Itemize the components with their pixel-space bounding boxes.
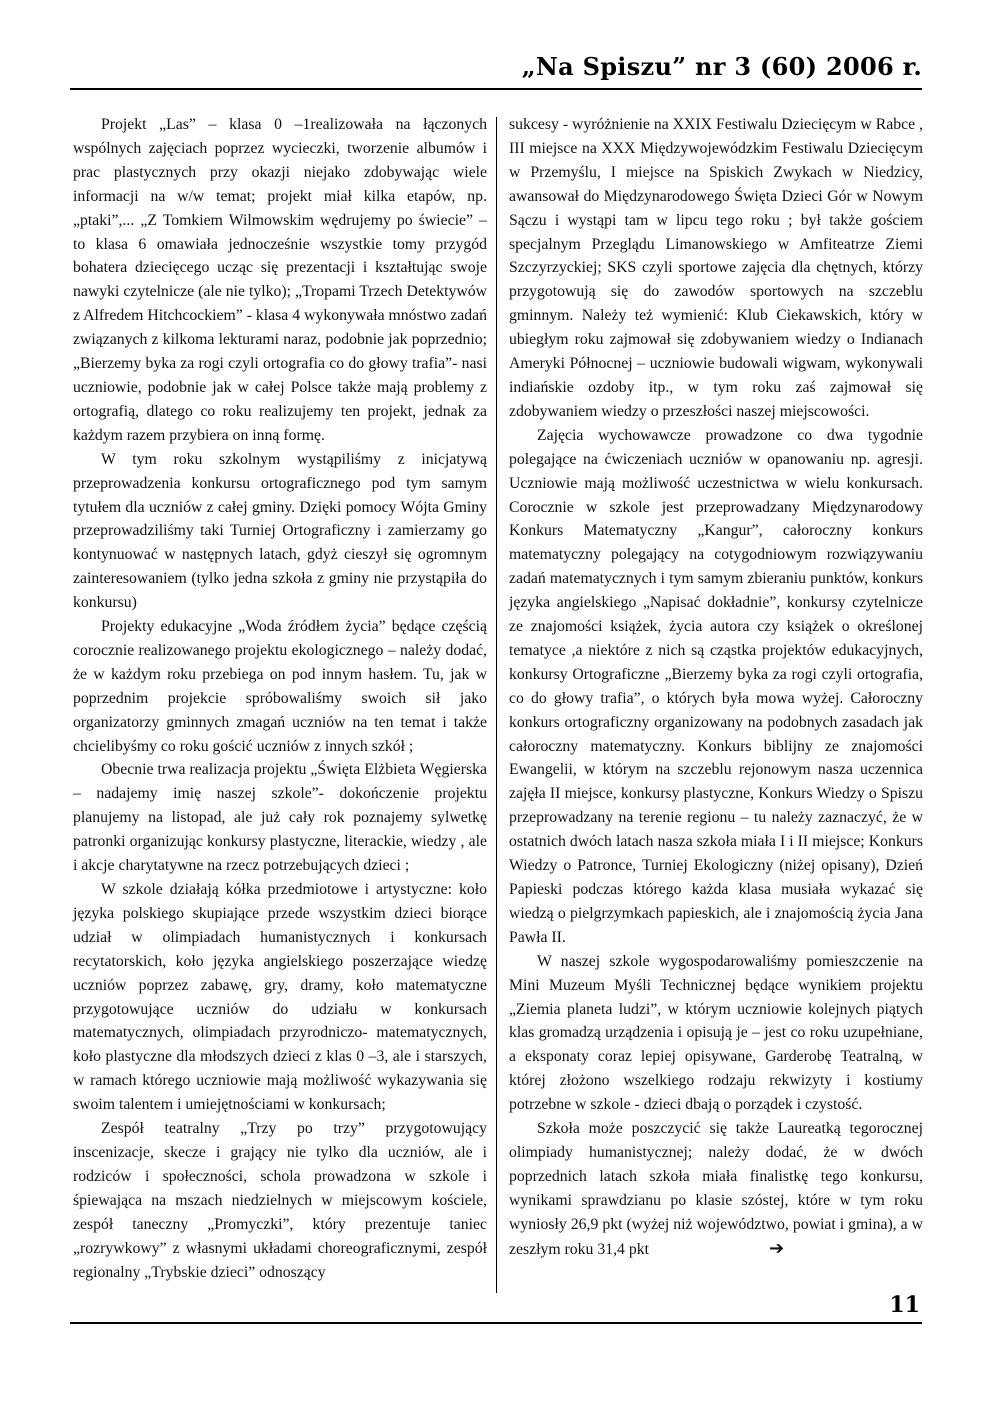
left-column [73, 113, 487, 1284]
right-column [509, 113, 923, 1262]
footer-rule [70, 1322, 922, 1324]
paragraph-continuation: sukcesy - wyróżnienie na XXIX Festiwalu Dziecięcym w Rabce , III miejsce na XXX Międzywojewódzkim Festiwalu Dziecięcym w Przemyślu, I miejsce na Spiskich Zwykach w Niedzicy, awansował do Międzynarodowego Święta Dzieci Gór w Nowym Sączu i wystąpi tam w lipcu tego roku ; był także gościem specjalnym Przeglądu Limanowskiego w Amfiteatrze Ziemi Szczyrzyckiej; SKS czyli sportowe zajęcia dla chętnych, którzy przygotowują się do zawodów sportowych na szczeblu gminnym. Należy też wymienić: Klub Ciekawskich, który w ubiegłym roku zajmował się zdobywaniem wiedzy o Indianach Ameryki Północnej – uczniowie budowali wigwam, wykonywali indiańskie ozdoby itp., w tym roku zaś zajmował się zdobywaniem wiedzy o przeszłości naszej miejscowości. [509, 116, 923, 420]
paragraph: W szkole działają kółka przedmiotowe i artystyczne: koło języka polskiego skupiające przede wszystkim dzieci biorące udział w olimpiadach humanistycznych i konkursach recytatorskich, koło języka angielskiego poszerzające wiedzę uczniów poprzez zabawę, gry, dramy, koło matematyczne przygotowujące uczniów do udziału w konkursach matematycznych, olimpiadach przyrodniczo- matematycznych, koło plastyczne dla młodszych dzieci z klas 0 –3, ale i starszych, w ramach którego uczniowie mają możliwość wykazywania się swoim talentem i umiejętnościami w konkursach; [73, 881, 487, 1114]
column-divider [496, 117, 497, 1293]
paragraph: Obecnie trwa realizacja projektu „Święta Elżbieta Węgierska – nadajemy imię naszej szkole”- dokończenie projektu planujemy na listopad, ale już cały rok poznajemy sylwetkę patronki organizując konkursy plastyczne, literackie, wiedzy , ale i akcje charytatywne na rzecz potrzebujących dzieci ; [73, 761, 487, 875]
paragraph-last [509, 1117, 923, 1261]
paragraph: W naszej szkole wygospodarowaliśmy pomieszczenie na Mini Muzeum Myśli Technicznej będące wynikiem projektu „Ziemia planeta ludzi”, w którym uczniowie kolejnych piątych klas gromadzą urządzenia i opisują je – jest co roku uzupełniane, a eksponaty coraz lepiej opisywane, Garderobę Teatralną, w której złożono wszelkiego rodzaju rekwizyty i kostiumy potrzebne w szkole - dzieci dbają o porządek i czystość. [509, 952, 923, 1114]
paragraph: Zespół teatralny „Trzy po trzy” przygotowujący inscenizacje, skecze i grający nie tylko dla uczniów, ale i rodziców i społeczności, schola prowadzona w szkole i śpiewająca na mszach niedzielnych w miejscowym kościele, zespół taneczny „Promyczki”, który prezentuje taniec „rozrywkowy” z własnymi układami choreograficznymi, zespół regionalny „Trybskie dzieci” odnoszący [73, 1120, 487, 1281]
paragraph-text: Szkoła może poszczycić się także Laureatką tegorocznej olimpiady humanistycznej; należy dodać, że w dwóch poprzednich latach szkoła miała finalistkę tego konkursu, wynikami sprawdzianu po klasie szóstej, które w tym roku wyniosły 26,9 pkt (wyżej niż województwo, powiat i gmina), a w zeszłym roku 31,4 pkt [509, 1120, 923, 1258]
paragraph: Zajęcia wychowawcze prowadzone co dwa tygodnie polegające na ćwiczeniach uczniów w opanowaniu np. agresji. Uczniowie mają możliwość uczestnictwa w wielu konkursach. Corocznie w szkole jest przeprowadzany Międzynarodowy Konkurs Matematyczny „Kangur”, całoroczny konkurs matematyczny polegający na cotygodniowym rozwiązywaniu zadań matematycznych i tym samym zbieraniu punktów, konkurs języka angielskiego „Napisać dokładnie”, konkursy czytelnicze ze znajomości książek, życia autora czy książek o określonej tematyce ,a niektóre z nich są cząstka projektów edukacyjnych, konkursy Ortograficzne „Bierzemy byka za rogi czyli ortografia, co do głowy trafia”, o których była mowa wyżej. Całoroczny konkurs ortograficzny organizowany na podobnych zasadach jak całoroczny matematyczny. Konkurs biblijny ze znajomości Ewangelii, w którym na szczeblu rejonowym nasza uczennica zajęła II miejsce, konkursy plastyczne, Konkurs Wiedzy o Spiszu przeprowadzany na terenie regionu – tu należy zaznaczyć, że w ostatnich dwóch latach nasza szkoła miała I i II miejsce; Konkurs Wiedzy o Patronce, Turniej Ekologiczny (niżej opisany), Dzień Papieski podczas którego każda klasa musiała wykazać się wiedzą o pielgrzymkach papieskich, ale i znajomością życia Jana Pawła II. [509, 426, 923, 946]
running-header: „Na Spiszu” nr 3 (60) 2006 r. [521, 52, 922, 81]
page-number: 11 [889, 1292, 920, 1318]
paragraph: Projekt „Las” – klasa 0 –1realizowała na łączonych wspólnych zajęciach poprzez wycieczki, tworzenie albumów i prac plastycznych przy okazji niejako zdobywając wiele informacji na w/w temat; projekt miał kilka etapów, np. „ptaki”,... „Z Tomkiem Wilmowskim wędrujemy po świecie” – to klasa 6 omawiała jednocześnie wszystkie tomy przygód bohatera dziecięcego ucząc się prezentacji i kształtując swoje nawyki czytelnicze (ale nie tylko); „Tropami Trzech Detektywów z Alfredem Hitchcockiem” - klasa 4 wykonywała mnóstwo zadań związanych z kilkoma lekturami naraz, podobnie jak poprzednio; „Bierzemy byka za rogi czyli ortografia co do głowy trafia”- nasi uczniowie, podobnie jak w całej Polsce także mają problemy z ortografią, dlatego co roku realizujemy ten projekt, jednak za każdym razem przybiera on inną formę. [73, 116, 487, 444]
paragraph: Projekty edukacyjne „Woda źródłem życia” będące częścią corocznie realizowanego projektu ekologicznego – należy dodać, że w każdym roku przebiega on pod innym hasłem. Tu, jak w poprzednim projekcie spróbowaliśmy swoich sił jako organizatorzy gminnych zmagań uczniów na ten temat i także chcielibyśmy co roku gościć uczniów z innych szkół ; [73, 618, 487, 755]
header-rule [70, 88, 922, 90]
paragraph: W tym roku szkolnym wystąpiliśmy z inicjatywą przeprowadzenia konkursu ortograficznego pod tym samym tytułem dla uczniów z całej gminy. Dzięki pomocy Wójta Gminy przeprowadziliśmy taki Turniej Ortograficzny i zamierzamy go kontynuować w następnych latach, gdyż cieszył się ogromnym zainteresowaniem (tylko jedna szkoła z gminy nie przystąpiła do konkursu) [73, 450, 487, 612]
arrow-right-icon: ➔ [768, 1237, 785, 1259]
